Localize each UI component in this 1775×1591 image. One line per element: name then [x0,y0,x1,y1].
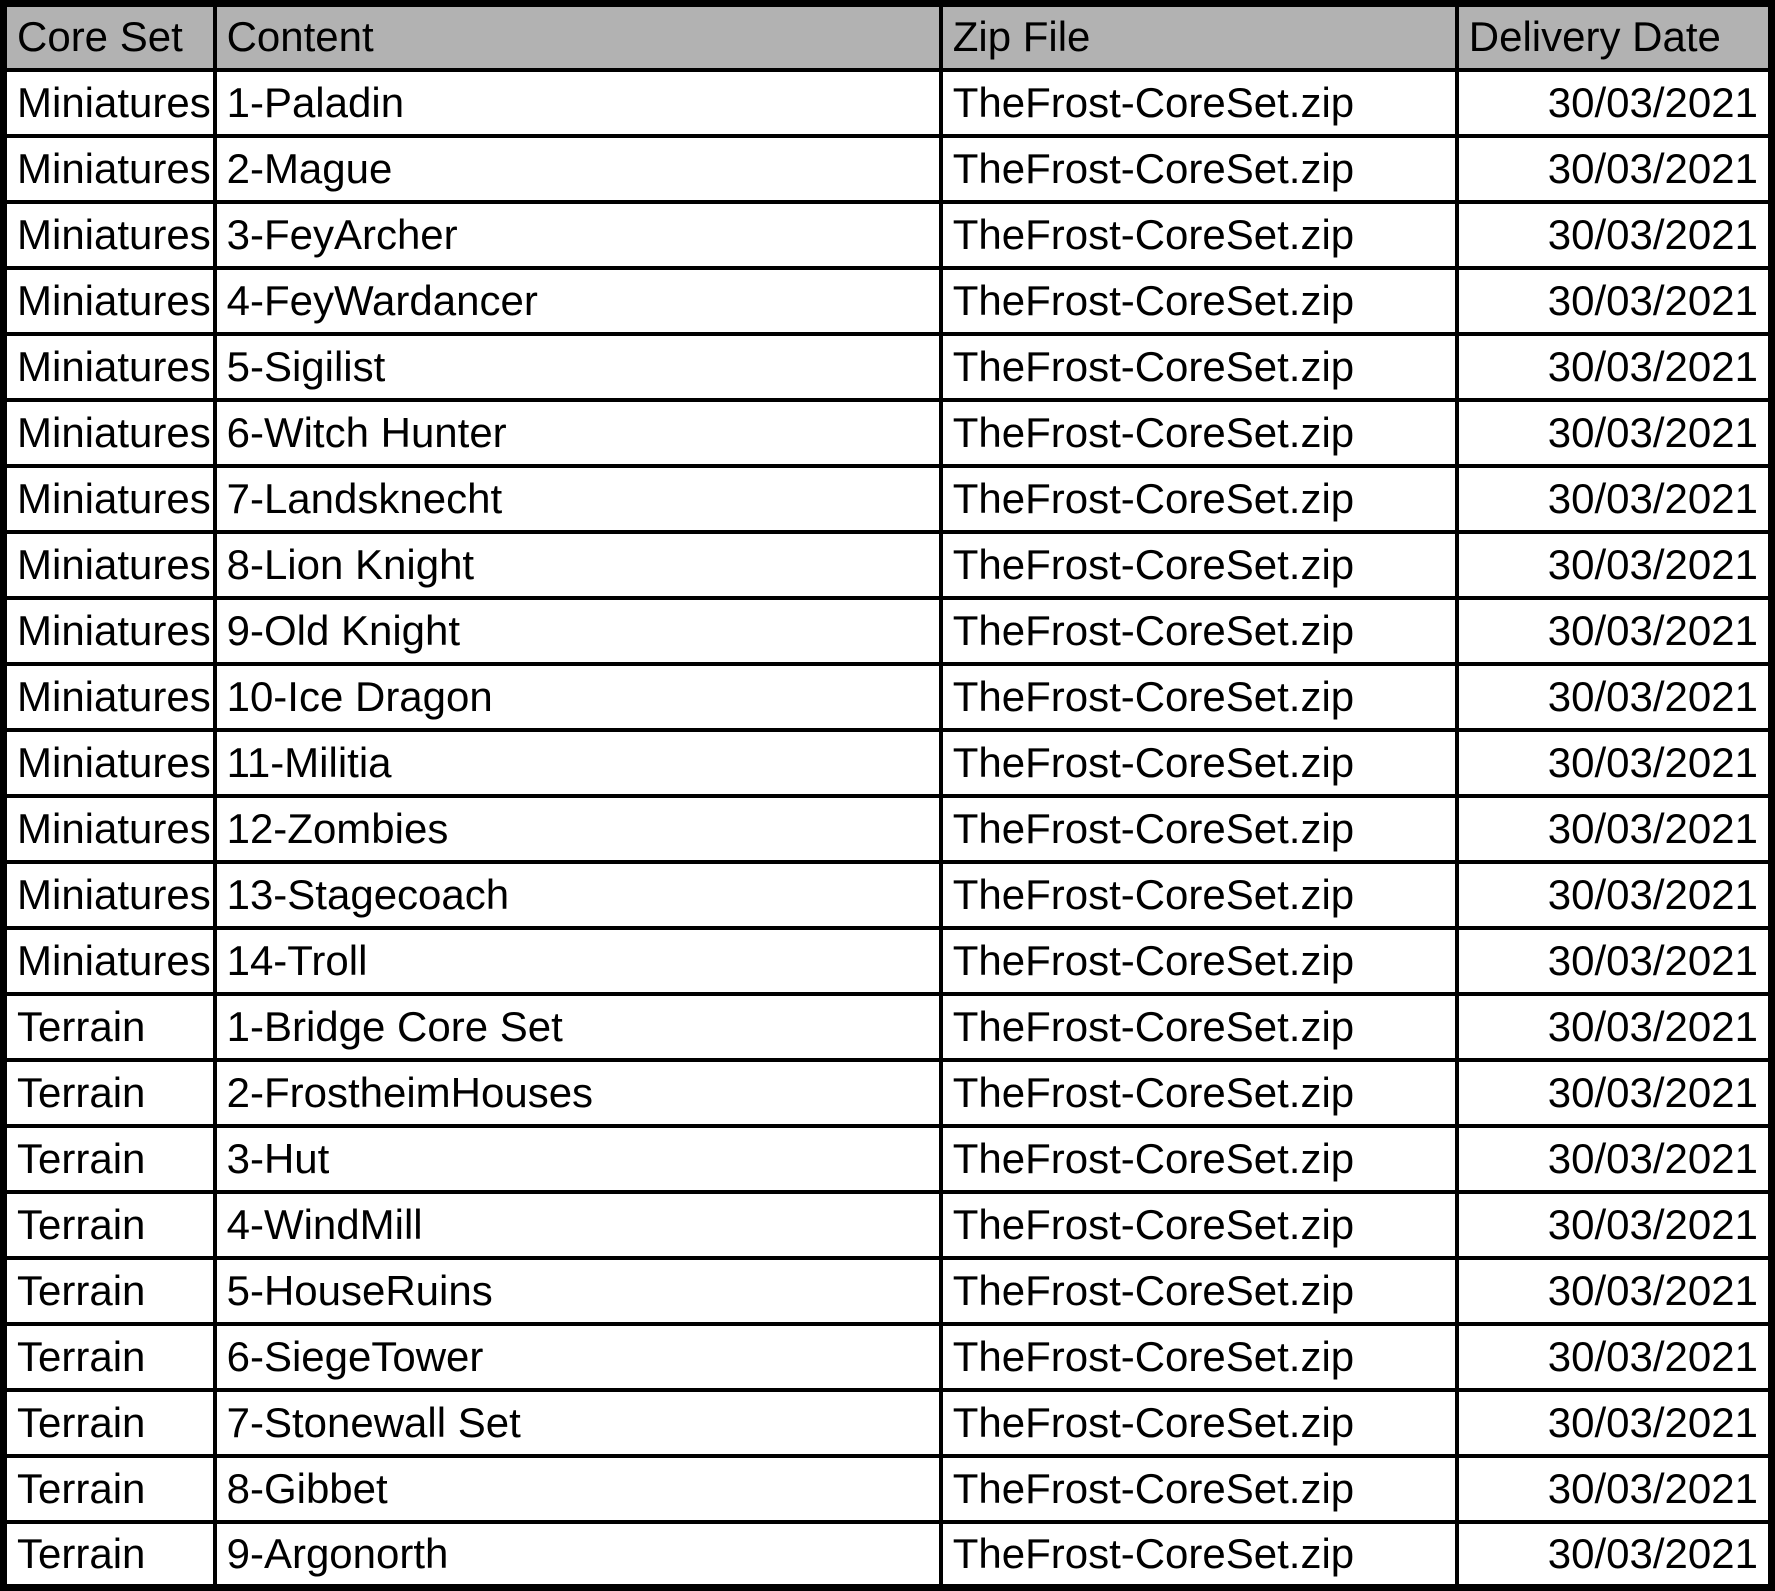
cell-content: 5-HouseRuins [215,1258,941,1324]
cell-content: 8-Gibbet [215,1456,941,1522]
table-row [4,598,1772,664]
cell-zip-file: TheFrost-CoreSet.zip [941,928,1457,994]
cell-delivery-date: 30/03/2021 [1457,994,1772,1060]
cell-content: 2-Mague [215,136,941,202]
cell-content: 9-Argonorth [215,1522,941,1588]
cell-delivery-date: 30/03/2021 [1457,1192,1772,1258]
cell-delivery-date: 30/03/2021 [1457,598,1772,664]
cell-core-set: Miniatures [4,862,215,928]
cell-core-set: Miniatures [4,796,215,862]
cell-delivery-date: 30/03/2021 [1457,1258,1772,1324]
cell-delivery-date: 30/03/2021 [1457,664,1772,730]
cell-content: 1-Bridge Core Set [215,994,941,1060]
cell-core-set: Miniatures [4,466,215,532]
cell-delivery-date: 30/03/2021 [1457,1126,1772,1192]
cell-core-set: Terrain [4,994,215,1060]
table-row [4,532,1772,598]
cell-zip-file: TheFrost-CoreSet.zip [941,532,1457,598]
cell-content: 6-Witch Hunter [215,400,941,466]
cell-content: 7-Stonewall Set [215,1390,941,1456]
table-header [4,4,1772,70]
cell-zip-file: TheFrost-CoreSet.zip [941,1126,1457,1192]
cell-delivery-date: 30/03/2021 [1457,136,1772,202]
cell-content: 3-Hut [215,1126,941,1192]
table-row [4,136,1772,202]
cell-content: 4-FeyWardancer [215,268,941,334]
table-row [4,202,1772,268]
table-row [4,1192,1772,1258]
cell-delivery-date: 30/03/2021 [1457,400,1772,466]
cell-zip-file: TheFrost-CoreSet.zip [941,1522,1457,1588]
table-row [4,1258,1772,1324]
cell-delivery-date: 30/03/2021 [1457,862,1772,928]
header-core-set: Core Set [4,4,215,70]
cell-delivery-date: 30/03/2021 [1457,466,1772,532]
table-row [4,1522,1772,1588]
cell-zip-file: TheFrost-CoreSet.zip [941,1258,1457,1324]
cell-content: 13-Stagecoach [215,862,941,928]
cell-content: 6-SiegeTower [215,1324,941,1390]
table-row [4,1324,1772,1390]
cell-content: 8-Lion Knight [215,532,941,598]
cell-zip-file: TheFrost-CoreSet.zip [941,1192,1457,1258]
table-row [4,862,1772,928]
cell-zip-file: TheFrost-CoreSet.zip [941,796,1457,862]
cell-zip-file: TheFrost-CoreSet.zip [941,730,1457,796]
cell-zip-file: TheFrost-CoreSet.zip [941,1060,1457,1126]
cell-core-set: Miniatures [4,598,215,664]
cell-delivery-date: 30/03/2021 [1457,1390,1772,1456]
table-body [4,70,1772,1588]
cell-core-set: Miniatures [4,928,215,994]
cell-zip-file: TheFrost-CoreSet.zip [941,994,1457,1060]
cell-core-set: Terrain [4,1192,215,1258]
cell-zip-file: TheFrost-CoreSet.zip [941,70,1457,136]
cell-core-set: Miniatures [4,532,215,598]
cell-core-set: Terrain [4,1126,215,1192]
cell-delivery-date: 30/03/2021 [1457,796,1772,862]
cell-zip-file: TheFrost-CoreSet.zip [941,664,1457,730]
cell-zip-file: TheFrost-CoreSet.zip [941,466,1457,532]
cell-content: 11-Militia [215,730,941,796]
cell-content: 4-WindMill [215,1192,941,1258]
cell-delivery-date: 30/03/2021 [1457,202,1772,268]
header-delivery-date: Delivery Date [1457,4,1772,70]
cell-core-set: Terrain [4,1522,215,1588]
cell-delivery-date: 30/03/2021 [1457,532,1772,598]
cell-zip-file: TheFrost-CoreSet.zip [941,136,1457,202]
table-row [4,796,1772,862]
cell-core-set: Terrain [4,1060,215,1126]
table-row [4,1060,1772,1126]
cell-content: 9-Old Knight [215,598,941,664]
cell-content: 1-Paladin [215,70,941,136]
cell-core-set: Miniatures [4,664,215,730]
cell-zip-file: TheFrost-CoreSet.zip [941,202,1457,268]
cell-delivery-date: 30/03/2021 [1457,730,1772,796]
cell-core-set: Miniatures [4,70,215,136]
cell-core-set: Terrain [4,1258,215,1324]
cell-core-set: Terrain [4,1390,215,1456]
cell-core-set: Miniatures [4,400,215,466]
cell-content: 14-Troll [215,928,941,994]
cell-core-set: Terrain [4,1324,215,1390]
cell-zip-file: TheFrost-CoreSet.zip [941,268,1457,334]
cell-core-set: Miniatures [4,334,215,400]
cell-delivery-date: 30/03/2021 [1457,268,1772,334]
cell-core-set: Miniatures [4,268,215,334]
cell-delivery-date: 30/03/2021 [1457,928,1772,994]
cell-zip-file: TheFrost-CoreSet.zip [941,862,1457,928]
header-zip-file: Zip File [941,4,1457,70]
header-row [4,4,1772,70]
cell-delivery-date: 30/03/2021 [1457,334,1772,400]
cell-zip-file: TheFrost-CoreSet.zip [941,1324,1457,1390]
table-row [4,994,1772,1060]
table-row [4,334,1772,400]
cell-zip-file: TheFrost-CoreSet.zip [941,400,1457,466]
cell-zip-file: TheFrost-CoreSet.zip [941,1390,1457,1456]
cell-delivery-date: 30/03/2021 [1457,1456,1772,1522]
cell-core-set: Terrain [4,1456,215,1522]
table-row [4,70,1772,136]
table-row [4,466,1772,532]
cell-content: 3-FeyArcher [215,202,941,268]
cell-content: 5-Sigilist [215,334,941,400]
cell-delivery-date: 30/03/2021 [1457,1060,1772,1126]
table-row [4,664,1772,730]
table-row [4,268,1772,334]
table-row [4,400,1772,466]
cell-delivery-date: 30/03/2021 [1457,1324,1772,1390]
table-row [4,730,1772,796]
header-content: Content [215,4,941,70]
table-row [4,1456,1772,1522]
cell-delivery-date: 30/03/2021 [1457,1522,1772,1588]
cell-delivery-date: 30/03/2021 [1457,70,1772,136]
cell-content: 2-FrostheimHouses [215,1060,941,1126]
cell-core-set: Miniatures [4,202,215,268]
cell-content: 10-Ice Dragon [215,664,941,730]
cell-zip-file: TheFrost-CoreSet.zip [941,598,1457,664]
table-row [4,1126,1772,1192]
cell-content: 7-Landsknecht [215,466,941,532]
cell-content: 12-Zombies [215,796,941,862]
cell-core-set: Miniatures [4,730,215,796]
cell-core-set: Miniatures [4,136,215,202]
cell-zip-file: TheFrost-CoreSet.zip [941,1456,1457,1522]
cell-zip-file: TheFrost-CoreSet.zip [941,334,1457,400]
table-row [4,1390,1772,1456]
table-row [4,928,1772,994]
